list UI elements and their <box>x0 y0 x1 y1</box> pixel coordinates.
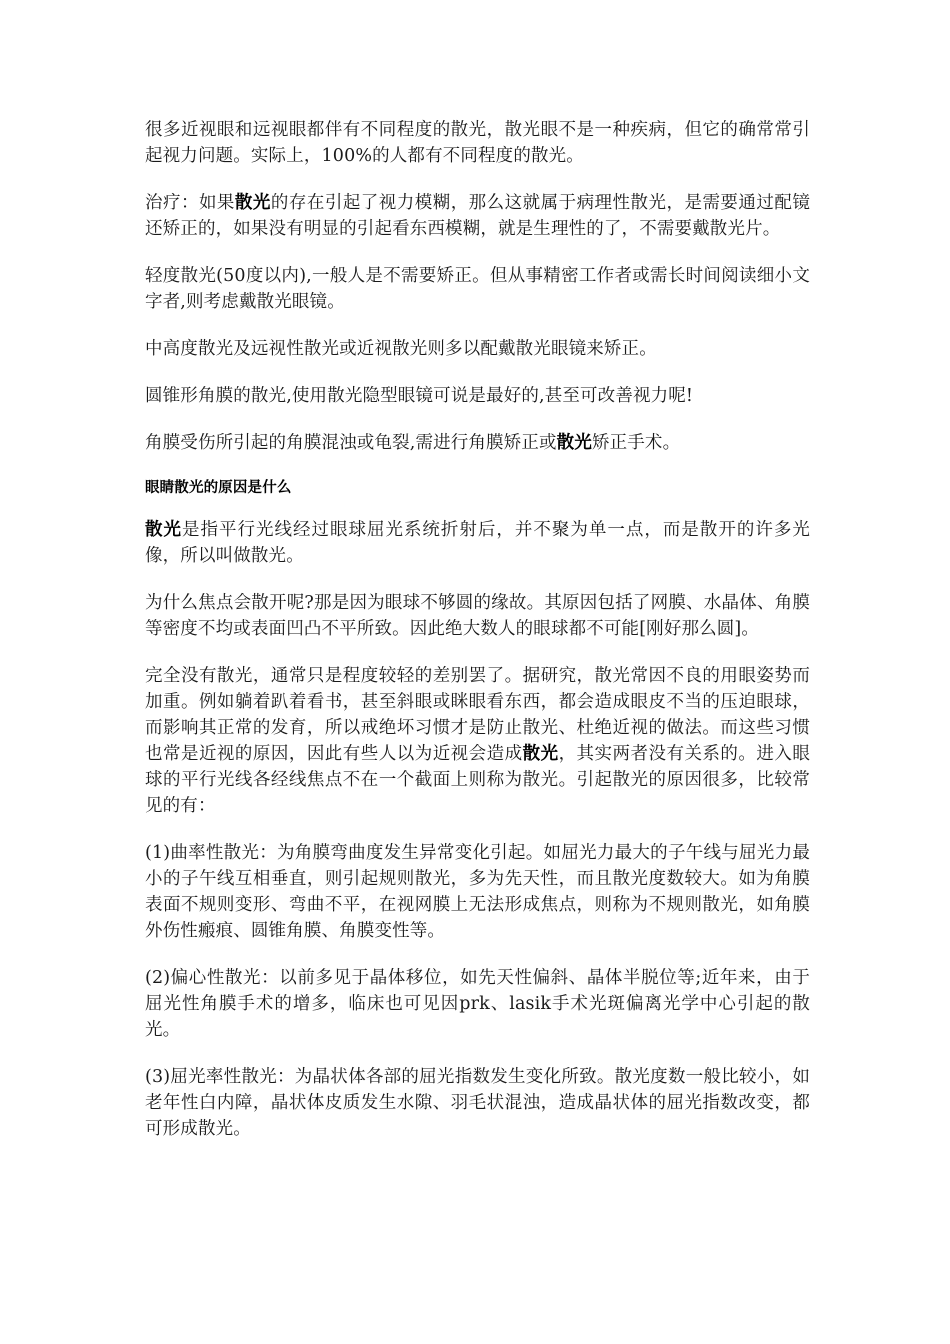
paragraph-mild-astigmatism <box>145 263 810 315</box>
paragraph-intro-text: 很多近视眼和远视眼都伴有不同程度的散光，散光眼不是一种疾病，但它的确常常引起视力问题。实际上，100%的人都有不同程度的散光。 <box>145 120 810 166</box>
paragraph-moderate-astigmatism <box>145 336 810 362</box>
paragraph-keratoconus-text: 圆锥形角膜的散光,使用散光隐型眼镜可说是最好的,甚至可改善视力呢! <box>145 386 694 406</box>
paragraph-why-focus-scatters-text: 为什么焦点会散开呢?那是因为眼球不够圆的缘故。其原因包括了网膜、水晶体、角膜等密度不均或表面凹凸不平所致。因此绝大数人的眼球都不可能[刚好那么圆]。 <box>145 593 810 639</box>
paragraph-decentered-astigmatism-text: (2)偏心性散光：以前多见于晶体移位，如先天性偏斜、晶体半脱位等;近年来，由于屈光性角膜手术的增多，临床也可见因prk、lasik手术光斑偏离光学中心引起的散光。 <box>145 968 810 1040</box>
keyword-astigmatism: 散光 <box>234 193 271 213</box>
paragraph-curvature-astigmatism-text: (1)曲率性散光：为角膜弯曲度发生异常变化引起。如屈光力最大的子午线与屈光力最小的子午线互相垂直，则引起规则散光，多为先天性，而且散光度数较大。如为角膜表面不规则变形、弯曲不平，在视网膜上无法形成焦点，则称为不规则散光，如角膜外伤性瘢痕、圆锥角膜、角膜变性等。 <box>145 843 810 941</box>
keyword-astigmatism: 散光 <box>556 433 592 453</box>
document-body <box>145 117 810 1163</box>
paragraph-decentered-astigmatism <box>145 965 810 1043</box>
keyword-astigmatism: 散光 <box>522 744 559 764</box>
paragraph-habits <box>145 663 810 819</box>
paragraph-definition <box>145 517 810 569</box>
paragraph-refractive-index-astigmatism-text: (3)屈光率性散光：为晶状体各部的屈光指数发生变化所致。散光度数一般比较小，如老年性白内障，晶状体皮质发生水隙、羽毛状混浊，造成晶状体的屈光指数改变，都可形成散光。 <box>145 1067 810 1139</box>
paragraph-treatment <box>145 190 810 242</box>
paragraph-moderate-astigmatism-text: 中高度散光及远视性散光或近视散光则多以配戴散光眼镜来矫正。 <box>145 339 657 359</box>
paragraph-keratoconus <box>145 383 810 409</box>
paragraph-treatment-prefix: 治疗：如果 <box>145 193 235 213</box>
section-heading-causes: 眼睛散光的原因是什么 <box>145 480 292 496</box>
paragraph-intro <box>145 117 810 169</box>
keyword-astigmatism: 散光 <box>145 520 182 540</box>
paragraph-corneal-injury-suffix: 矫正手术。 <box>591 433 681 453</box>
paragraph-mild-astigmatism-text: 轻度散光(50度以内),一般人是不需要矫正。但从事精密工作者或需长时间阅读细小文字者,则考虑戴散光眼镜。 <box>145 266 810 312</box>
paragraph-corneal-injury <box>145 430 810 456</box>
paragraph-treatment-suffix: 的存在引起了视力模糊，那么这就属于病理性散光，是需要通过配镜还矫正的，如果没有明显的引起看东西模糊，就是生理性的了，不需要戴散光片。 <box>145 193 811 239</box>
paragraph-corneal-injury-prefix: 角膜受伤所引起的角膜混浊或龟裂,需进行角膜矫正或 <box>145 433 557 453</box>
paragraph-why-focus-scatters <box>145 590 810 642</box>
paragraph-habits-suffix: ，其实两者没有关系的。进入眼球的平行光线各经线焦点不在一个截面上则称为散光。引起散光的原因很多，比较常见的有： <box>145 744 810 816</box>
paragraph-definition-suffix: 是指平行光线经过眼球屈光系统折射后，并不聚为单一点，而是散开的许多光像，所以叫做散光。 <box>145 520 810 566</box>
paragraph-habits-prefix: 完全没有散光，通常只是程度较轻的差别罢了。据研究，散光常因不良的用眼姿势而加重。例如躺着趴着看书，甚至斜眼或眯眼看东西，都会造成眼皮不当的压迫眼球，而影响其正常的发育，所以戒绝坏习惯才是防止散光、杜绝近视的做法。而这些习惯也常是近视的原因，因此有些人以为近视会造成 <box>145 666 810 764</box>
paragraph-refractive-index-astigmatism <box>145 1064 810 1142</box>
paragraph-curvature-astigmatism <box>145 840 810 944</box>
